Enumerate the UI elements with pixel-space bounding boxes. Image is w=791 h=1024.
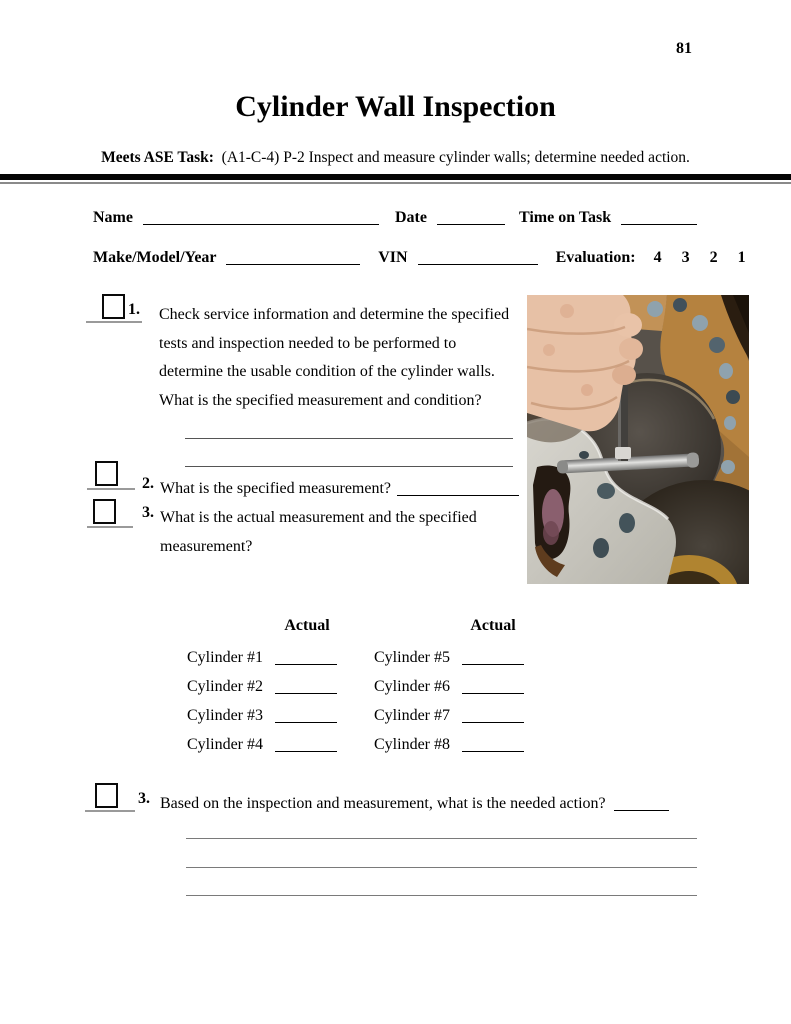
checkbox-icon xyxy=(102,294,125,319)
cylinder-5-label: Cylinder #5 xyxy=(374,649,450,666)
cylinder-row-6 xyxy=(374,675,524,696)
cylinder-row-8 xyxy=(374,733,524,754)
q1-answer-line-2[interactable] xyxy=(185,466,513,467)
cylinder-8-input-line[interactable] xyxy=(462,736,524,752)
cylinder-row-2 xyxy=(187,675,337,696)
make-model-year-input-line[interactable] xyxy=(226,249,360,265)
make-model-year-label: Make/Model/Year xyxy=(93,249,217,266)
cylinder-row-5 xyxy=(374,646,524,667)
cylinder-6-input-line[interactable] xyxy=(462,678,524,694)
ase-task-label: Meets ASE Task: xyxy=(101,149,214,166)
q4-text: Based on the inspection and measurement, what is the needed action? xyxy=(160,795,606,812)
cylinder-2-label: Cylinder #2 xyxy=(187,678,263,695)
cylinder-row-4 xyxy=(187,733,337,754)
time-on-task-label: Time on Task xyxy=(518,209,612,226)
cylinder-8-label: Cylinder #8 xyxy=(374,736,450,753)
q4-answer-line[interactable] xyxy=(614,795,669,811)
cylinder-4-label: Cylinder #4 xyxy=(187,736,263,753)
cylinder-2-input-line[interactable] xyxy=(275,678,337,694)
cylinder-3-label: Cylinder #3 xyxy=(187,707,263,724)
ase-task-text: (A1-C-4) P-2 Inspect and measure cylinder walls; determine needed action. xyxy=(221,149,690,166)
ase-task-line xyxy=(0,149,791,167)
cylinder-row-3 xyxy=(187,704,337,725)
q1-text: Check service information and determine the specified tests and inspection needed to be performed to determine the usable condition of the cylinder walls. What is the specified measurement and condition? xyxy=(159,306,510,409)
cylinder-1-input-line[interactable] xyxy=(275,649,337,665)
name-input-line[interactable] xyxy=(143,209,379,225)
q2-text: What is the specified measurement? xyxy=(160,480,392,497)
evaluation-value-3[interactable]: 3 xyxy=(681,249,690,266)
checkbox-icon xyxy=(95,783,118,808)
checkbox-icon xyxy=(95,461,118,486)
evaluation-label: Evaluation: xyxy=(555,249,636,266)
evaluation-value-4[interactable]: 4 xyxy=(653,249,662,266)
q1-answer-line-1[interactable] xyxy=(185,438,513,439)
q4-number: 3. xyxy=(138,790,150,807)
q4-answer-line-1[interactable] xyxy=(186,838,697,839)
cylinder-5-input-line[interactable] xyxy=(462,649,524,665)
checkbox-icon xyxy=(93,499,116,524)
q1-number: 1. xyxy=(128,301,140,318)
q2-number: 2. xyxy=(142,475,154,492)
cylinder-bore-measurement-photo xyxy=(527,295,749,584)
cylinder-1-label: Cylinder #1 xyxy=(187,649,263,666)
q2-answer-line[interactable] xyxy=(397,480,519,496)
cylinder-3-input-line[interactable] xyxy=(275,707,337,723)
q4-answer-line-3[interactable] xyxy=(186,895,697,896)
actual-header-col2: Actual xyxy=(470,617,516,634)
q4-line xyxy=(160,790,669,819)
evaluation-value-2[interactable]: 2 xyxy=(709,249,718,266)
time-on-task-input-line[interactable] xyxy=(621,209,697,225)
header-divider-shadow xyxy=(0,182,791,184)
cylinder-row-1 xyxy=(187,646,337,667)
actual-header-col1: Actual xyxy=(284,617,330,634)
cylinder-7-label: Cylinder #7 xyxy=(374,707,450,724)
header-divider xyxy=(0,174,791,180)
page-title: Cylinder Wall Inspection xyxy=(235,90,556,123)
name-label: Name xyxy=(93,209,133,226)
q3-number: 3. xyxy=(142,504,154,521)
page-number: 81 xyxy=(676,40,692,57)
task-checkbox-q2[interactable] xyxy=(87,461,135,490)
task-checkbox-q4[interactable] xyxy=(85,783,135,812)
q2-line xyxy=(160,475,519,504)
date-input-line[interactable] xyxy=(437,209,505,225)
identity-row xyxy=(93,206,697,227)
vin-input-line[interactable] xyxy=(418,249,538,265)
vehicle-row xyxy=(93,246,746,267)
date-label: Date xyxy=(394,209,427,226)
cylinder-row-7 xyxy=(374,704,524,725)
cylinder-6-label: Cylinder #6 xyxy=(374,678,450,695)
cylinder-4-input-line[interactable] xyxy=(275,736,337,752)
q3-text: What is the actual measurement and the specified measurement? xyxy=(160,509,477,555)
task-checkbox-q3[interactable] xyxy=(87,499,133,528)
evaluation-value-1[interactable]: 1 xyxy=(737,249,746,266)
vin-label: VIN xyxy=(378,249,408,266)
q4-answer-line-2[interactable] xyxy=(186,867,697,868)
cylinder-7-input-line[interactable] xyxy=(462,707,524,723)
